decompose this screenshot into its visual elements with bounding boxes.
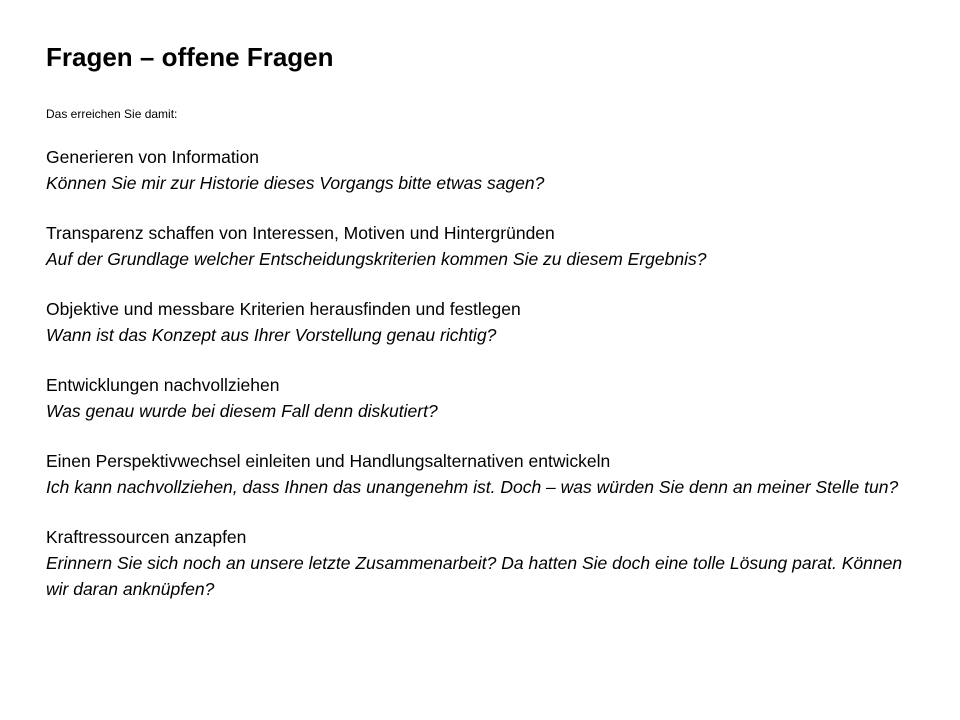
section-developments — [46, 372, 926, 424]
section-perspective-change — [46, 448, 926, 500]
section-heading: Entwicklungen nachvollziehen — [46, 375, 280, 395]
section-resources — [46, 524, 926, 602]
section-transparency — [46, 220, 926, 272]
section-example-question: Auf der Grundlage welcher Entscheidungskriterien kommen Sie zu diesem Ergebnis? — [46, 249, 707, 269]
slide-subtitle: Das erreichen Sie damit: — [46, 107, 178, 121]
question-sections — [46, 144, 926, 626]
section-heading: Kraftressourcen anzapfen — [46, 527, 247, 547]
section-heading: Einen Perspektivwechsel einleiten und Handlungsalternativen entwickeln — [46, 451, 611, 471]
section-example-question: Wann ist das Konzept aus Ihrer Vorstellung genau richtig? — [46, 325, 497, 345]
section-heading: Generieren von Information — [46, 147, 260, 167]
section-heading: Objektive und messbare Kriterien herausfinden und festlegen — [46, 299, 521, 319]
section-heading: Transparenz schaffen von Interessen, Motiven und Hintergründen — [46, 223, 555, 243]
section-information — [46, 144, 926, 196]
section-criteria — [46, 296, 926, 348]
section-example-question: Ich kann nachvollziehen, dass Ihnen das unangenehm ist. Doch – was würden Sie denn an meiner Stelle tun? — [46, 477, 899, 497]
slide-title: Fragen – offene Fragen — [46, 42, 334, 72]
section-example-question: Können Sie mir zur Historie dieses Vorgangs bitte etwas sagen? — [46, 173, 545, 193]
section-example-question: Erinnern Sie sich noch an unsere letzte Zusammenarbeit? Da hatten Sie doch eine tolle Lösung parat. Können wir daran anknüpfen? — [46, 553, 903, 599]
section-example-question: Was genau wurde bei diesem Fall denn diskutiert? — [46, 401, 438, 421]
